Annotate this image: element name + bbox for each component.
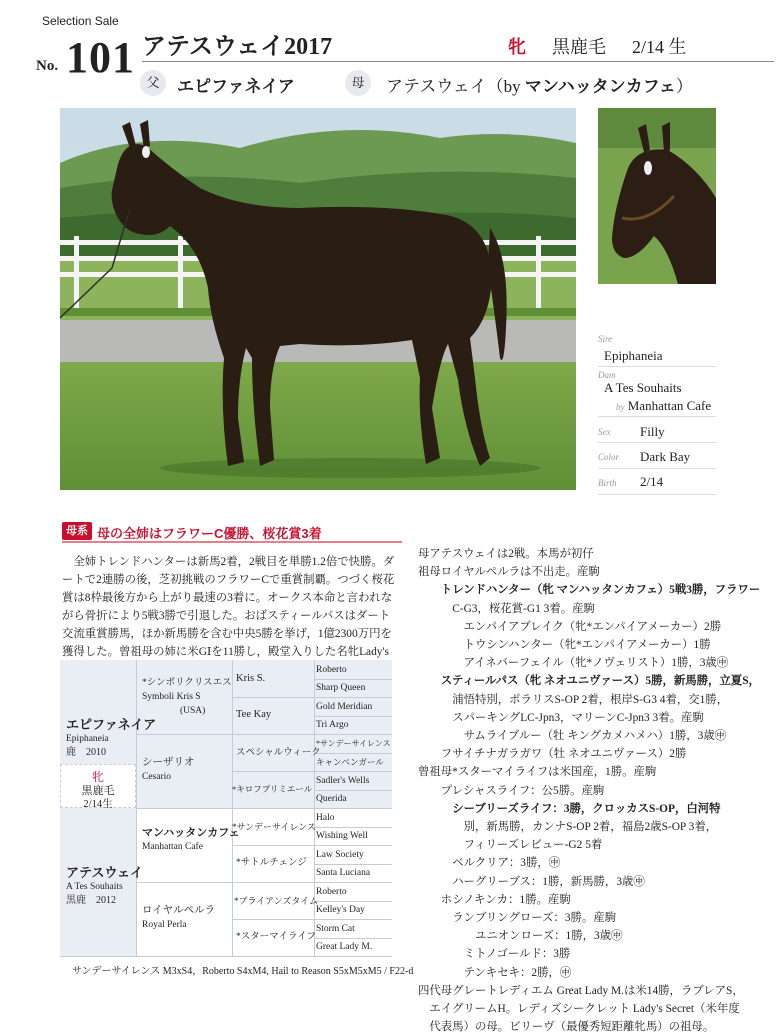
dam-prefix: アテスウェイ（by [386, 77, 525, 96]
family-badge: 母系 [62, 522, 92, 540]
info-divider [598, 442, 716, 443]
family-line: 祖母ロイヤルペルラは不出走。産駒 [418, 566, 600, 579]
sex-tag: 牝 [508, 37, 526, 57]
family-line: 浦悟特別，ポラリスS-OP 2着，根岸S-G3 4着，交1勝， [452, 693, 729, 706]
ped-self-sex: 牝 [91, 770, 104, 784]
ped-g3: *サトルチェンジ [236, 858, 307, 868]
ped-g2 [142, 756, 194, 784]
family-line: プレシャスライフ：公5勝。産駒 [440, 784, 605, 797]
family-line: 四代母グレートレディエム Great Lady M.は米14勝，ラブレアS， [418, 984, 744, 997]
color-tag: 黒鹿毛 [552, 37, 606, 57]
ped-sire-detail: 鹿 2010 [66, 747, 106, 758]
ped-g4: Great Lady M. [316, 942, 373, 952]
ped-g2 [142, 904, 215, 932]
ped-g2 [142, 676, 234, 718]
intro-paragraph: 全姉トレンドハンターは新馬2着，2戦目を単勝1.2倍で快勝。ダートで2連勝の後，芝初挑戦のフラワーCで重賞制覇。つづく桜花賞は8枠最後方から上がり最速の3着に。オークス本命と言われながら骨折により5戦3勝で引退した。おばスティールパスはダート交流重賞勝馬，ほか新馬勝を含む中央5勝を挙げ，1億2300万円を獲得した。曾祖母の姉に米GⅠを11勝し，殿堂入りした名牝Lady's [62, 556, 395, 658]
ped-dam-detail: 黒鹿 2012 [66, 895, 116, 906]
family-line: 別，新馬勝，カンナS-OP 2着，福島2歳S-OP 3着， [463, 821, 718, 834]
family-line: C-G3，桜花賞-G1 3着。産駒 [452, 602, 595, 615]
horse-name: アテスウェイ2017 [142, 34, 333, 60]
info-divider [598, 366, 716, 367]
family-line: トレンドハンター（牝 マンハッタンカフェ）5戦3勝，フラワー [440, 584, 761, 597]
family-line: エイグリームH。レディズシークレット Lady's Secret（米年度 [429, 1003, 740, 1016]
ped-g4: キャンペンガール [316, 757, 384, 767]
main-horse-photo [60, 108, 576, 490]
sire-label: Sire [598, 334, 613, 344]
ped-self-birth: 2/14生 [83, 799, 113, 810]
lot-no-label: No. [36, 58, 59, 74]
family-line: シーブリーズライフ：3勝，クロッカスS-OP，白河特 [452, 802, 721, 815]
ped-g4: Gold Meridian [316, 702, 373, 712]
ped-g4: Querida [316, 794, 347, 804]
sale-label: Selection Sale [42, 14, 119, 28]
family-headline: 母の全姉はフラワーC優勝、桜花賞3着 [97, 526, 322, 541]
color-value: Dark Bay [640, 449, 691, 464]
ped-g2-ja: *シンボリクリスエス [142, 678, 232, 688]
family-line: フサイチナガラガワ（牡 ネオユニヴァース）2勝 [440, 748, 687, 761]
birth-label: Birth [598, 478, 617, 488]
ped-self-color: 黒鹿毛 [81, 785, 115, 797]
family-line: ハーグリーブス：1勝，新馬勝，3歳㊥ [452, 875, 645, 888]
inbreeding-note: サンデーサイレンス M3xS4，Roberto S4xM4, Hail to Reason S5xM5xM5 / F22-d [72, 966, 414, 977]
dam-name [386, 72, 693, 97]
sire-name: エピファネイア [177, 77, 295, 96]
ped-g4: Tri Argo [316, 720, 349, 730]
ped-g2-en: Royal Perla [142, 920, 187, 930]
family-line: スパーキングLC-Jpn3，マリーンC-Jpn3 3着。産駒 [452, 711, 704, 724]
ped-g2-ja: ロイヤルペルラ [142, 905, 216, 916]
ped-dam-en: A Tes Souhaits [66, 882, 123, 892]
ped-g2-ja: シーザリオ [142, 757, 195, 768]
dam-by-label: by [616, 402, 625, 412]
family-line: ベルクリア：3勝，㊥ [452, 857, 561, 870]
info-divider [598, 416, 716, 417]
dam-by-row [616, 398, 711, 414]
ped-sire [66, 718, 156, 760]
info-divider [598, 494, 716, 495]
ped-g4: Santa Luciana [316, 868, 371, 878]
family-line: フィリーズレビュー-G2 5着 [463, 839, 603, 852]
ped-dam-ja: アテスウェイ [66, 865, 143, 880]
family-line: 曾祖母*スターマイライフは米国産，1勝。産駒 [418, 766, 657, 779]
ped-g3: スペシャルウィーク [236, 748, 321, 758]
ped-g4: Roberto [316, 665, 347, 675]
dam-sire-name: マンハッタンカフェ [524, 77, 676, 96]
ped-g3: *サンデーサイレンス [232, 822, 316, 832]
ped-g3: Tee Kay [236, 709, 272, 720]
ped-g2-en: Cesario [142, 772, 172, 782]
headline-underline [62, 541, 402, 543]
ped-g4: Wishing Well [316, 831, 368, 841]
ped-sire-en: Epiphaneia [66, 734, 109, 744]
family-line: 母アテスウェイは2戦。本馬が初仔 [418, 548, 594, 560]
ped-dam [66, 866, 143, 908]
ped-g4: Storm Cat [316, 924, 355, 934]
ped-g4: *サンデーサイレンス [316, 739, 391, 748]
family-line: スティールパス（牝 ネオユニヴァース）5勝，新馬勝，立夏S， [440, 675, 760, 688]
ped-g4: Kelley's Day [316, 905, 365, 915]
sire-mark: 父 [140, 70, 166, 96]
header-divider [142, 61, 774, 62]
ped-g4: Sharp Queen [316, 683, 366, 693]
ped-g4: Sadler's Wells [316, 776, 370, 786]
pedigree-table [60, 660, 392, 956]
dam-value: A Tes Souhaits [604, 380, 682, 395]
dam-label: Dam [598, 370, 616, 380]
family-line: 代表馬）の母。ビリーヴ（最優秀短距離牝馬）の祖母。 [429, 1021, 715, 1034]
ped-g3: *キロフプリミエール [232, 784, 313, 794]
sex-label: Sex [598, 427, 611, 437]
ped-g3: Kris S. [236, 673, 266, 684]
ped-sire-ja: エピファネイア [66, 717, 157, 732]
ped-g2-ja: マンハッタンカフェ [142, 827, 240, 839]
dam-mark: 母 [345, 70, 371, 96]
ped-g3: *スターマイライフ [236, 932, 316, 942]
lot-number: 101 [66, 33, 135, 82]
ped-g2-en: Symboli Kris S [142, 692, 201, 702]
family-line: サムライブルー（牡 キングカメハメハ）1勝，3歳㊥ [463, 730, 727, 743]
sire-value: Epiphaneia [604, 348, 663, 363]
ped-g3: *ブライアンズタイム [234, 896, 319, 906]
info-divider [598, 468, 716, 469]
sex-value: Filly [640, 424, 665, 439]
family-line: ミトノゴールド：3勝 [463, 948, 571, 961]
family-line: エンパイアブレイク（牝*エンパイアメーカー）2勝 [463, 620, 722, 633]
ped-g2 [142, 826, 240, 854]
birth-value: 2/14 [640, 474, 664, 489]
ped-g2-en: Manhattan Cafe [142, 842, 203, 852]
family-line: ユニオンローズ：1勝，3歳㊥ [475, 930, 623, 943]
ped-g4: Halo [316, 813, 335, 823]
head-photo [598, 108, 716, 284]
family-line: ランブリングローズ：3勝。産駒 [452, 912, 617, 925]
dam-suffix: ） [675, 77, 693, 96]
family-line: アイネバーフェイル（牝*ノヴェリスト）1勝，3歳㊥ [463, 657, 729, 670]
family-record [418, 545, 770, 1036]
birth-date: 2/14 生 [632, 37, 687, 57]
ped-g4: Law Society [316, 850, 364, 860]
color-label: Color [598, 452, 620, 462]
ped-g4: Roberto [316, 887, 347, 897]
family-line: ホシノキンカ：1勝。産駒 [440, 893, 571, 906]
family-line: テンキセキ：2勝，㊥ [463, 966, 572, 979]
ped-g2-country: (USA) [180, 706, 206, 716]
dam-sire-value: Manhattan Cafe [627, 398, 712, 413]
family-line: トウシンハンター（牝*エンパイアメーカー）1勝 [463, 639, 711, 652]
ped-self [60, 770, 136, 812]
